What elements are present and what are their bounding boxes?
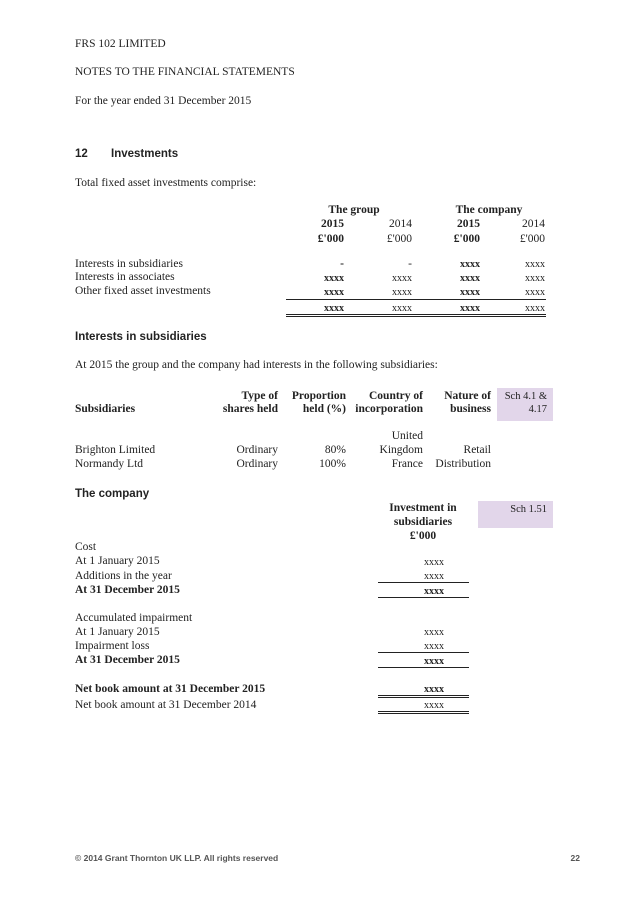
table-cell: xxxx [460, 287, 480, 298]
unit-company-2015: £'000 [453, 233, 480, 245]
company-name: FRS 102 LIMITED [75, 38, 166, 50]
nbv-2015-value: xxxx [424, 684, 444, 695]
table-cell: - [340, 258, 344, 270]
total-rule [378, 597, 469, 598]
note-number: 12 [75, 148, 88, 160]
company-col-header: subsidiaries [393, 516, 453, 528]
header-nature: Nature of [444, 390, 491, 402]
table-cell: xxxx [525, 287, 545, 298]
nbv-double-rule [378, 695, 469, 698]
nbv-2015-label: Net book amount at 31 December 2015 [75, 683, 266, 695]
table-cell: xxxx [460, 259, 480, 270]
total-cell: xxxx [424, 656, 444, 667]
company-header: The company [455, 204, 523, 216]
header-type: Type of [241, 390, 278, 402]
total-rule [378, 667, 469, 668]
total-cell: xxxx [460, 303, 480, 314]
unit-group-2014: £'000 [386, 233, 412, 245]
table-cell: 80% [324, 444, 346, 456]
header-nature: business [450, 403, 491, 415]
company-col-unit: £'000 [409, 530, 437, 542]
header-subsidiaries: Subsidiaries [75, 403, 136, 415]
row-label: Impairment loss [75, 640, 150, 652]
table-cell: xxxx [392, 287, 412, 298]
schedule-reference-badge [478, 501, 553, 528]
row-label: At 1 January 2015 [75, 555, 160, 567]
header-country: incorporation [355, 403, 423, 415]
subtotal-rule [378, 652, 469, 653]
row-label-other: Other fixed asset investments [75, 285, 211, 297]
subsidiary-name: Normandy Ltd [75, 458, 144, 470]
table-cell: xxxx [525, 273, 545, 284]
subtotal-rule [286, 299, 546, 300]
reference-text: Sch 4.1 & [504, 391, 547, 402]
table-cell: Kingdom [379, 444, 423, 456]
reference-text: 4.17 [528, 404, 547, 415]
subtotal-rule [378, 582, 469, 583]
unit-group-2015: £'000 [317, 233, 344, 245]
subsidiaries-heading: Interests in subsidiaries [75, 331, 207, 343]
schedule-reference-badge [497, 388, 553, 421]
subsidiary-name: Brighton Limited [75, 444, 156, 456]
year-company-2015: 2015 [457, 218, 480, 230]
header-type: shares held [222, 403, 278, 415]
note-title: Investments [111, 148, 179, 160]
footer-copyright: © 2014 Grant Thornton UK LLP. All rights reserved [75, 853, 279, 863]
company-col-header: Investment in [389, 502, 457, 514]
impairment-label: Accumulated impairment [75, 612, 193, 624]
year-company-2014: 2014 [522, 218, 545, 230]
table-cell: - [408, 258, 412, 270]
year-group-2014: 2014 [389, 218, 412, 230]
nbv-2014-label: Net book amount at 31 December 2014 [75, 699, 257, 711]
row-label-subsidiaries: Interests in subsidiaries [75, 258, 183, 270]
total-cell: xxxx [424, 586, 444, 597]
group-header: The group [328, 204, 380, 216]
row-label: At 1 January 2015 [75, 626, 160, 638]
table-cell: 100% [319, 458, 346, 470]
table-cell: Ordinary [236, 458, 278, 470]
notes-title: NOTES TO THE FINANCIAL STATEMENTS [75, 66, 295, 78]
table-cell: xxxx [525, 259, 545, 270]
reference-text: Sch 1.51 [510, 504, 547, 515]
subsidiaries-intro: At 2015 the group and the company had interests in the following subsidiaries: [75, 359, 438, 371]
table-cell: xxxx [460, 273, 480, 284]
row-label-total: At 31 December 2015 [75, 654, 180, 666]
header-proportion: Proportion [291, 390, 346, 402]
table-cell: Ordinary [236, 444, 278, 456]
table-cell: xxxx [424, 627, 444, 638]
total-cell: xxxx [392, 303, 412, 314]
table-cell: Distribution [435, 458, 491, 470]
table-cell: France [391, 458, 423, 470]
table-cell: xxxx [424, 571, 444, 582]
table-cell: Retail [463, 444, 491, 456]
cost-label: Cost [75, 541, 97, 553]
table-cell: xxxx [424, 641, 444, 652]
table-cell: xxxx [324, 273, 344, 284]
table-cell: xxxx [324, 287, 344, 298]
row-label-associates: Interests in associates [75, 271, 175, 283]
table-cell: United [391, 430, 423, 442]
footer-page-number: 22 [570, 853, 580, 863]
table-cell: xxxx [392, 273, 412, 284]
unit-company-2014: £'000 [519, 233, 545, 245]
total-cell: xxxx [324, 303, 344, 314]
nbv-double-rule [378, 711, 469, 714]
table-cell: xxxx [424, 557, 444, 568]
row-label-total: At 31 December 2015 [75, 584, 180, 596]
investments-intro: Total fixed asset investments comprise: [75, 177, 257, 189]
header-country: Country of [369, 390, 423, 402]
row-label: Additions in the year [75, 570, 172, 582]
header-proportion: held (%) [302, 403, 346, 415]
company-heading: The company [75, 488, 150, 500]
total-cell: xxxx [525, 303, 545, 314]
period-text: For the year ended 31 December 2015 [75, 95, 252, 107]
year-group-2015: 2015 [321, 218, 344, 230]
nbv-2014-value: xxxx [424, 700, 444, 711]
total-double-rule [286, 314, 546, 317]
